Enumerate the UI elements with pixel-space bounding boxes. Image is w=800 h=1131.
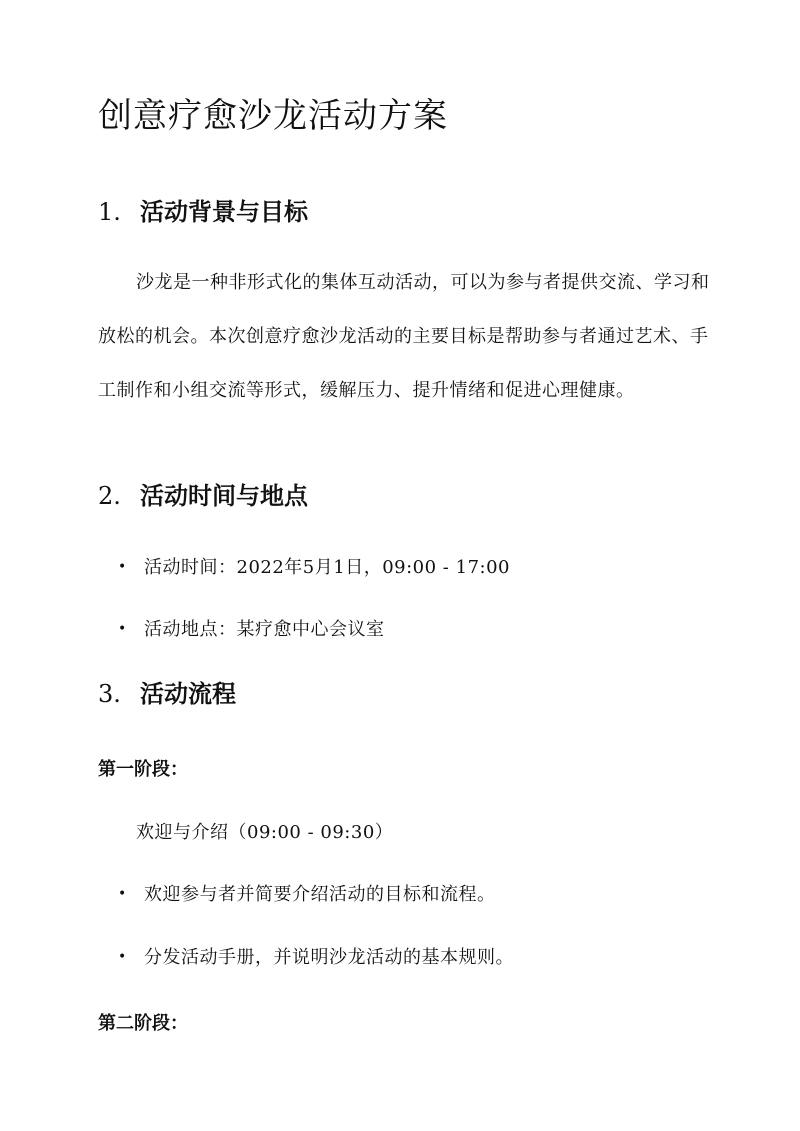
bullet-icon: • xyxy=(118,559,127,575)
bullet-item-handbook xyxy=(118,946,514,969)
background-paragraph: 沙龙是一种非形式化的集体互动活动，可以为参与者提供交流、学习和放松的机会。本次创意疗愈沙龙活动的主要目标是帮助参与者通过艺术、手工制作和小组交流等形式，缓解压力、提升情绪和促进心理健康。 xyxy=(98,272,710,401)
bullet-text: 活动地点：某疗愈中心会议室 xyxy=(144,619,385,640)
document-title: 创意疗愈沙龙活动方案 xyxy=(98,96,448,136)
bullet-text: 欢迎参与者并简要介绍活动的目标和流程。 xyxy=(144,884,496,905)
section-number: 2. xyxy=(98,482,121,510)
section-heading-text: 活动时间与地点 xyxy=(140,481,308,510)
section-heading-text: 活动流程 xyxy=(140,679,236,708)
bullet-item-welcome xyxy=(118,883,496,906)
bullet-icon: • xyxy=(118,621,127,637)
bullet-icon: • xyxy=(118,949,127,965)
section-number: 1. xyxy=(98,198,121,226)
section-heading-process xyxy=(98,680,236,709)
bullet-item-location xyxy=(118,618,385,641)
section-number: 3. xyxy=(98,680,121,708)
stage-subtitle: 欢迎与介绍（09:00 - 09:30） xyxy=(136,822,394,843)
stage-label-first: 第一阶段： xyxy=(98,759,188,780)
stage-label-second: 第二阶段： xyxy=(98,1013,188,1034)
bullet-text: 分发活动手册，并说明沙龙活动的基本规则。 xyxy=(144,947,514,968)
bullet-text: 活动时间：2022年5月1日，09:00 - 17:00 xyxy=(144,557,510,578)
bullet-icon: • xyxy=(118,886,127,902)
section-heading-time-location xyxy=(98,482,308,511)
section-heading-text: 活动背景与目标 xyxy=(140,197,308,226)
bullet-item-time xyxy=(118,556,510,579)
section-heading-background xyxy=(98,198,308,227)
